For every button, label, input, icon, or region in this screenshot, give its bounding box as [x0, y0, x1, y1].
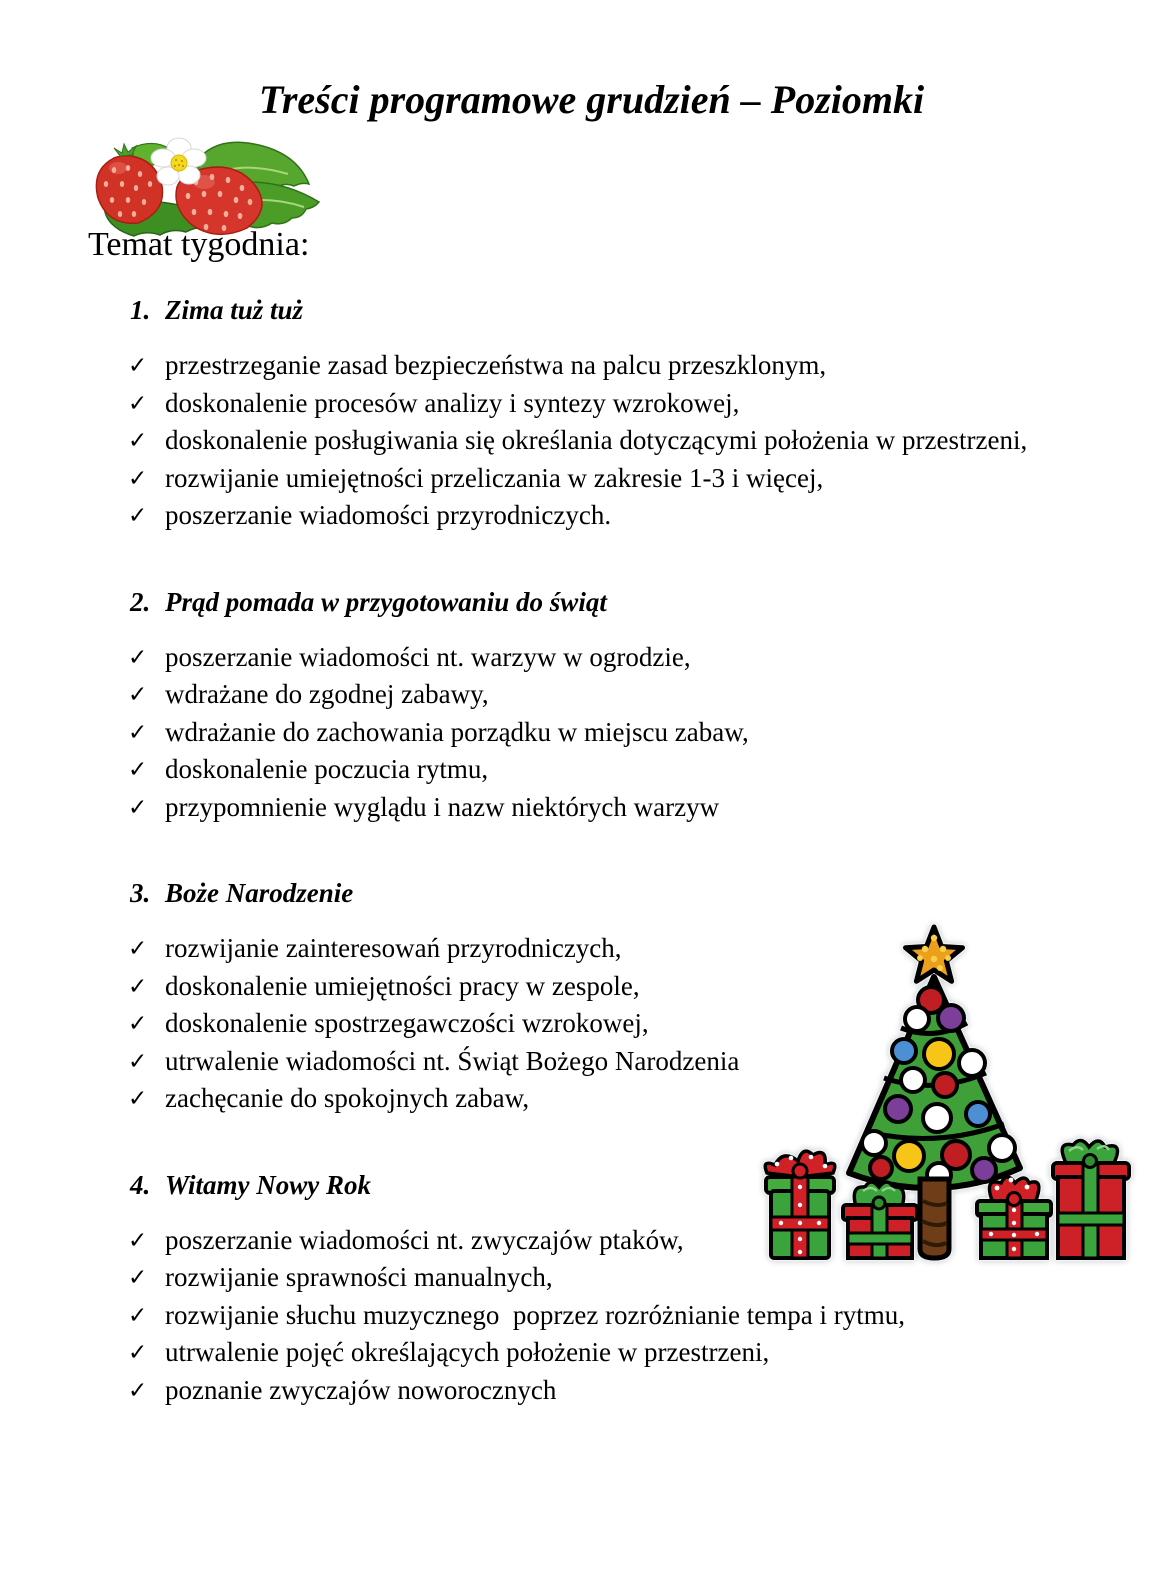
item-text: przypomnienie wyglądu i nazw niektórych warzyw: [165, 791, 720, 822]
item-text: poszerzanie wiadomości nt. warzyw w ogrodzie,: [165, 641, 691, 672]
checkmark-icon: ✓: [128, 1048, 148, 1075]
christmas-tree-image: [753, 915, 1143, 1280]
list-item: [128, 714, 1140, 752]
checkmark-icon: ✓: [128, 1302, 148, 1329]
checkmark-icon: ✓: [128, 1227, 148, 1254]
list-item: [128, 676, 1140, 714]
gift-box-green-red-bow: [765, 1151, 835, 1258]
section-title: Zima tuż tuż: [165, 295, 304, 325]
checkmark-icon: ✓: [128, 1265, 148, 1291]
week-theme-label: Temat tygodnia:: [88, 226, 310, 263]
checkmark-icon: ✓: [128, 390, 148, 417]
section-number: 3.: [130, 878, 151, 908]
checkmark-icon: ✓: [128, 719, 148, 746]
section-title: Witamy Nowy Rok: [165, 1169, 371, 1200]
item-text: rozwijanie sprawności manualnych,: [165, 1262, 553, 1292]
item-text: rozwijanie słuchu muzycznego poprzez rozróżnianie tempa i rytmu,: [165, 1299, 905, 1330]
bullet-list: [128, 347, 1140, 535]
section-title: Boże Narodzenie: [165, 878, 354, 908]
item-text: rozwijanie umiejętności przeliczania w zakresie 1-3 i więcej,: [165, 462, 824, 493]
item-text: doskonalenie posługiwania się określania dotyczącymi położenia w przestrzeni,: [165, 425, 1028, 455]
item-text: wdrażane do zgodnej zabawy,: [165, 679, 489, 709]
list-item: [128, 422, 1140, 460]
item-text: poszerzanie wiadomości przyrodniczych.: [165, 500, 612, 530]
checkmark-icon: ✓: [128, 465, 148, 492]
item-text: wdrażanie do zachowania porządku w miejscu zabaw,: [165, 716, 749, 747]
section-title: Prąd pomada w przygotowaniu do świąt: [165, 586, 607, 617]
gift-box-red-green-bow: [843, 1182, 917, 1258]
section-heading: [128, 291, 1140, 329]
gift-box-red-tall: [1053, 1140, 1129, 1258]
item-text: przestrzeganie zasad bezpieczeństwa na palcu przeszklonym,: [165, 350, 827, 380]
program-content: [128, 291, 1140, 1457]
section-heading: [128, 874, 1140, 912]
item-text: doskonalenie umiejętności pracy w zespole,: [165, 970, 640, 1001]
item-text: utrwalenie wiadomości nt. Świąt Bożego Narodzenia: [165, 1045, 740, 1076]
list-item: [128, 1334, 1140, 1372]
list-item: [128, 385, 1140, 423]
item-text: rozwijanie zainteresowań przyrodniczych,: [165, 933, 622, 963]
item-text: doskonalenie poczucia rytmu,: [165, 754, 489, 784]
tree-trunk: [920, 1179, 949, 1258]
section-przygotowania: [128, 583, 1140, 827]
section-number: 2.: [130, 586, 151, 617]
checkmark-icon: ✓: [128, 936, 148, 962]
checkmark-icon: ✓: [128, 428, 148, 454]
checkmark-icon: ✓: [128, 1011, 148, 1037]
list-item: [128, 751, 1140, 789]
checkmark-icon: ✓: [128, 1340, 148, 1366]
section-zima: [128, 291, 1140, 535]
checkmark-icon: ✓: [128, 757, 148, 783]
list-item: [128, 639, 1140, 677]
checkmark-icon: ✓: [128, 794, 148, 821]
list-item: [128, 1297, 1140, 1335]
page-title: Treści programowe grudzień – Poziomki: [258, 77, 925, 122]
checkmark-icon: ✓: [128, 682, 148, 708]
checkmark-icon: ✓: [128, 353, 148, 379]
section-number: 4.: [130, 1169, 151, 1200]
list-item: [128, 460, 1140, 498]
checkmark-icon: ✓: [128, 1086, 148, 1112]
list-item: [128, 789, 1140, 827]
item-text: utrwalenie pojęć określających położenie w przestrzeni,: [165, 1337, 770, 1367]
item-text: doskonalenie spostrzegawczości wzrokowej,: [165, 1008, 649, 1038]
checkmark-icon: ✓: [128, 1377, 148, 1404]
item-text: doskonalenie procesów analizy i syntezy wzrokowej,: [165, 387, 740, 418]
star-icon: [906, 927, 963, 981]
item-text: zachęcanie do spokojnych zabaw,: [165, 1083, 530, 1113]
checkmark-icon: ✓: [128, 644, 148, 671]
section-number: 1.: [130, 295, 151, 325]
bullet-list: [128, 639, 1140, 827]
gift-box-green-dotted-bow: [977, 1177, 1051, 1258]
section-heading: [128, 583, 1140, 621]
item-text: poszerzanie wiadomości nt. zwyczajów ptaków,: [165, 1224, 684, 1255]
list-item: [128, 347, 1140, 385]
item-text: poznanie zwyczajów noworocznych: [165, 1374, 557, 1405]
list-item: [128, 1372, 1140, 1410]
list-item: [128, 497, 1140, 535]
checkmark-icon: ✓: [128, 973, 148, 1000]
checkmark-icon: ✓: [128, 503, 148, 529]
